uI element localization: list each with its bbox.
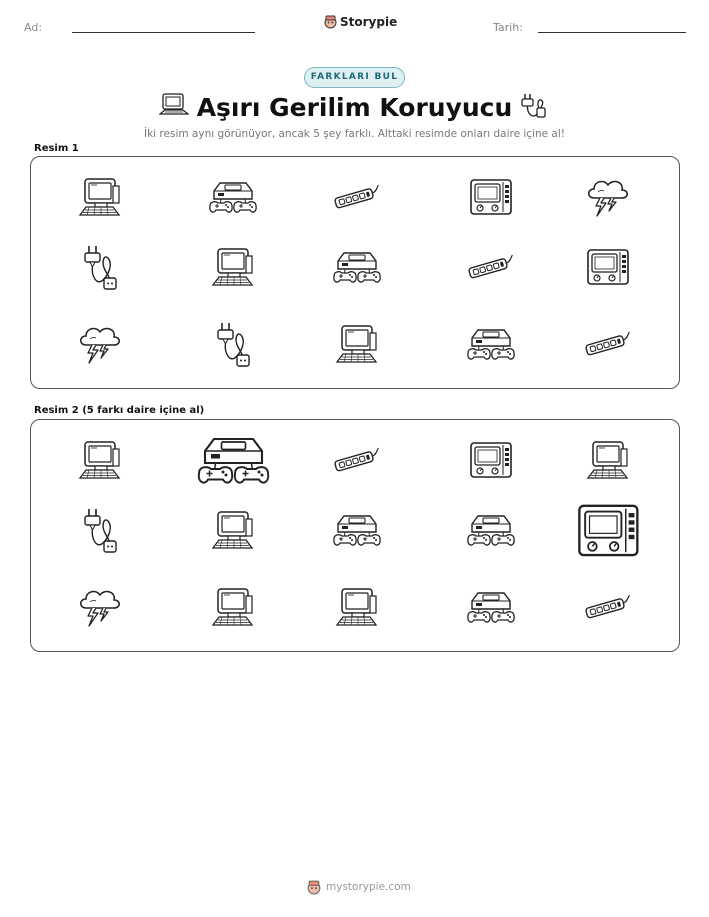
- find-differences-badge: FARKLARI BUL: [304, 67, 405, 88]
- computer-icon: [77, 177, 123, 217]
- picture-2-label: Resim 2 (5 farkı daire içine al): [34, 405, 205, 416]
- plug-cable-icon: [81, 244, 119, 290]
- date-line[interactable]: [538, 32, 686, 33]
- picture-2-item[interactable]: [331, 443, 383, 477]
- game-console-icon: [330, 249, 384, 285]
- computer-icon: [210, 587, 256, 627]
- game-console-icon: [206, 179, 260, 215]
- storypie-logo: [324, 14, 397, 29]
- picture-2-item[interactable]: [77, 440, 123, 480]
- picture-2-item[interactable]: [81, 507, 119, 553]
- picture-1-item[interactable]: [585, 246, 631, 288]
- picture-2-item[interactable]: [575, 500, 642, 561]
- picture-2-item[interactable]: [585, 440, 631, 480]
- microwave-icon: [575, 500, 642, 561]
- date-label: Tarih:: [493, 21, 523, 34]
- picture-1-item[interactable]: [76, 323, 124, 365]
- name-line[interactable]: [72, 32, 255, 33]
- picture-2-item[interactable]: [76, 586, 124, 628]
- logo-text: Storypie: [340, 14, 398, 29]
- computer-icon: [334, 324, 380, 364]
- computer-icon: [585, 440, 631, 480]
- picture-1-item[interactable]: [464, 326, 518, 362]
- picture-1-item[interactable]: [465, 250, 517, 284]
- picture-1-label: Resim 1: [34, 143, 79, 154]
- picture-2-item[interactable]: [330, 512, 384, 548]
- picture-1-frame: [30, 156, 680, 389]
- picture-1-item[interactable]: [331, 180, 383, 214]
- instructions-text: İki resim aynı görünüyor, ancak 5 şey farklı. Alttaki resimde onları daire içine al!: [144, 128, 565, 140]
- picture-2-item[interactable]: [210, 510, 256, 550]
- picture-1-item[interactable]: [582, 327, 634, 361]
- game-console-icon: [330, 512, 384, 548]
- picture-1-item[interactable]: [210, 247, 256, 287]
- game-console-icon: [464, 326, 518, 362]
- power-strip-icon: [331, 443, 383, 477]
- computer-icon: [210, 510, 256, 550]
- picture-2-item[interactable]: [210, 587, 256, 627]
- picture-1-item[interactable]: [334, 324, 380, 364]
- picture-2-item[interactable]: [464, 512, 518, 548]
- picture-2-item[interactable]: [193, 433, 274, 487]
- storypie-mascot-icon: [307, 879, 321, 895]
- power-strip-icon: [331, 180, 383, 214]
- microwave-icon: [585, 246, 631, 288]
- power-strip-icon: [465, 250, 517, 284]
- picture-2-item[interactable]: [334, 587, 380, 627]
- picture-2-item[interactable]: [582, 590, 634, 624]
- microwave-icon: [468, 176, 514, 218]
- game-console-icon: [464, 589, 518, 625]
- plug-cable-icon: [214, 321, 252, 367]
- plug-cable-icon: [81, 507, 119, 553]
- computer-icon: [334, 587, 380, 627]
- storm-cloud-icon: [584, 176, 632, 218]
- picture-1-item[interactable]: [77, 177, 123, 217]
- picture-1-item[interactable]: [330, 249, 384, 285]
- power-strip-icon: [582, 327, 634, 361]
- microwave-icon: [468, 439, 514, 481]
- computer-icon: [77, 440, 123, 480]
- storypie-mascot-icon: [324, 14, 337, 29]
- name-label: Ad:: [24, 21, 43, 34]
- picture-2-item[interactable]: [464, 589, 518, 625]
- power-strip-icon: [582, 590, 634, 624]
- footer-url[interactable]: mystorypie.com: [326, 881, 411, 893]
- footer: [307, 879, 411, 895]
- picture-2-frame[interactable]: [30, 419, 680, 652]
- storm-cloud-icon: [76, 323, 124, 365]
- game-console-icon: [464, 512, 518, 548]
- game-console-icon: [193, 433, 274, 487]
- picture-1-item[interactable]: [81, 244, 119, 290]
- plug-cable-icon: [519, 92, 549, 122]
- picture-2-item[interactable]: [468, 439, 514, 481]
- computer-icon: [210, 247, 256, 287]
- picture-1-item[interactable]: [214, 321, 252, 367]
- page-title: Aşırı Gerilim Koruyucu: [196, 93, 513, 122]
- picture-1-item[interactable]: [468, 176, 514, 218]
- storm-cloud-icon: [76, 586, 124, 628]
- picture-1-item[interactable]: [206, 179, 260, 215]
- picture-1-item[interactable]: [584, 176, 632, 218]
